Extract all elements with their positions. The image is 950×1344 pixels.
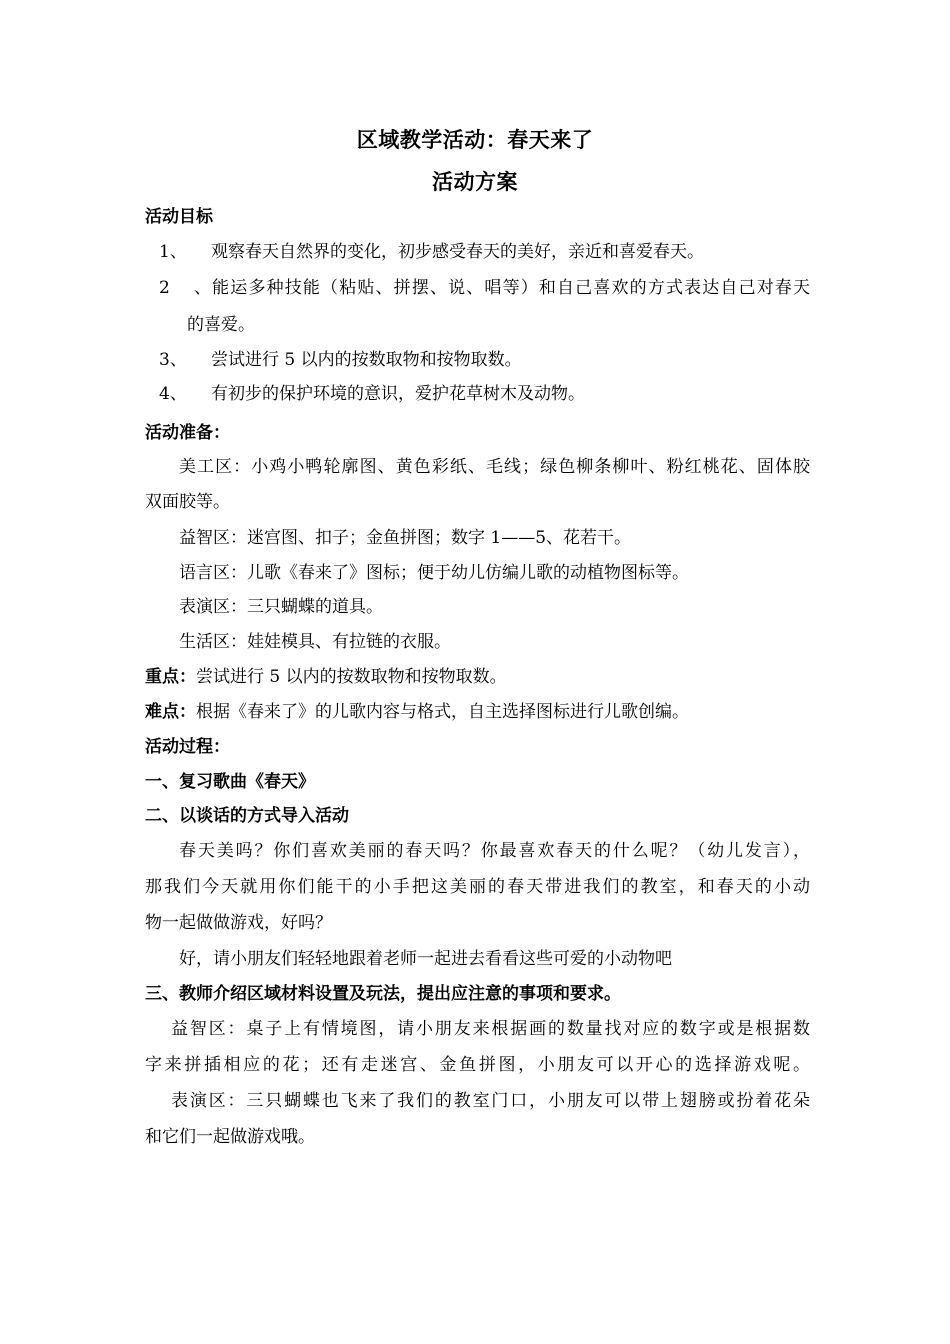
- prep-art-line: 双面胶等。: [145, 492, 230, 512]
- process-paragraph-line: 益智区：桌子上有情境图，请小朋友来根据画的数量找对应的数字或是根据数: [171, 1019, 810, 1039]
- key-point-label: 重点：: [145, 667, 196, 687]
- goal-item: [145, 276, 810, 300]
- goal-item: [145, 382, 810, 406]
- difficult-point-label: 难点：: [145, 702, 196, 722]
- goal-number: 1、: [159, 242, 187, 262]
- goal-item: [145, 240, 810, 264]
- process-paragraph-line: 春天美吗？你们喜欢美丽的春天吗？你最喜欢春天的什么呢？（幼儿发言），: [179, 841, 810, 861]
- goal-text: 能运多种技能（粘贴、拼摆、说、唱等）和自己喜欢的方式表达自己对春天: [211, 278, 810, 298]
- prep-art-line: 美工区：小鸡小鸭轮廓图、黄色彩纸、毛线；绿色柳条柳叶、粉红桃花、固体胶: [179, 457, 810, 477]
- process-paragraph-line: 物一起做做游戏，好吗？: [145, 913, 332, 933]
- process-paragraph-line: 好，请小朋友们轻轻地跟着老师一起进去看看这些可爱的小动物吧: [179, 949, 672, 969]
- process-step-1: 一、复习歌曲《春天》: [145, 772, 315, 792]
- document-subtitle: 活动方案: [432, 170, 518, 194]
- prep-puzzle: 益智区：迷宫图、扣子；金鱼拼图；数字 1——5、花若干。: [179, 528, 632, 548]
- difficult-point: [145, 700, 810, 724]
- goal-number: 4、: [159, 384, 187, 404]
- key-point-text: 尝试进行 5 以内的按数取物和按物取数。: [196, 667, 507, 687]
- goal-item: [145, 348, 810, 372]
- process-paragraph-line: 和它们一起做游戏哦。: [145, 1127, 315, 1147]
- prep-life: 生活区：娃娃模具、有拉链的衣服。: [179, 632, 451, 652]
- difficult-point-text: 根据《春来了》的儿歌内容与格式，自主选择图标进行儿歌创编。: [196, 702, 689, 722]
- process-step-2: 二、以谈话的方式导入活动: [145, 806, 349, 826]
- document-title: 区域教学活动：春天来了: [356, 128, 594, 152]
- prep-language: 语言区：儿歌《春来了》图标；便于幼儿仿编儿歌的动植物图标等。: [179, 563, 689, 583]
- process-step-3: 三、教师介绍区域材料设置及玩法，提出应注意的事项和要求。: [145, 984, 621, 1004]
- goal-number: 2、: [159, 278, 211, 298]
- goal-item-continuation: 的喜爱。: [187, 315, 255, 335]
- process-paragraph-line: 表演区：三只蝴蝶也飞来了我们的教室门口，小朋友可以带上翅膀或扮着花朵: [171, 1091, 810, 1111]
- key-point: [145, 665, 810, 689]
- prep-perform: 表演区：三只蝴蝶的道具。: [179, 597, 383, 617]
- process-paragraph-line: 字来拼插相应的花；还有走迷宫、金鱼拼图，小朋友可以开心的选择游戏呢。: [145, 1055, 810, 1075]
- goal-text: 观察春天自然界的变化，初步感受春天的美好，亲近和喜爱春天。: [211, 242, 704, 262]
- process-paragraph-line: 那我们今天就用你们能干的小手把这美丽的春天带进我们的教室，和春天的小动: [145, 877, 810, 897]
- goal-number: 3、: [159, 350, 187, 370]
- goal-text: 尝试进行 5 以内的按数取物和按物取数。: [211, 350, 522, 370]
- goals-heading: 活动目标: [145, 207, 213, 227]
- goal-text: 有初步的保护环境的意识，爱护花草树木及动物。: [211, 384, 585, 404]
- process-heading: 活动过程：: [145, 737, 230, 757]
- prep-heading: 活动准备：: [145, 423, 230, 443]
